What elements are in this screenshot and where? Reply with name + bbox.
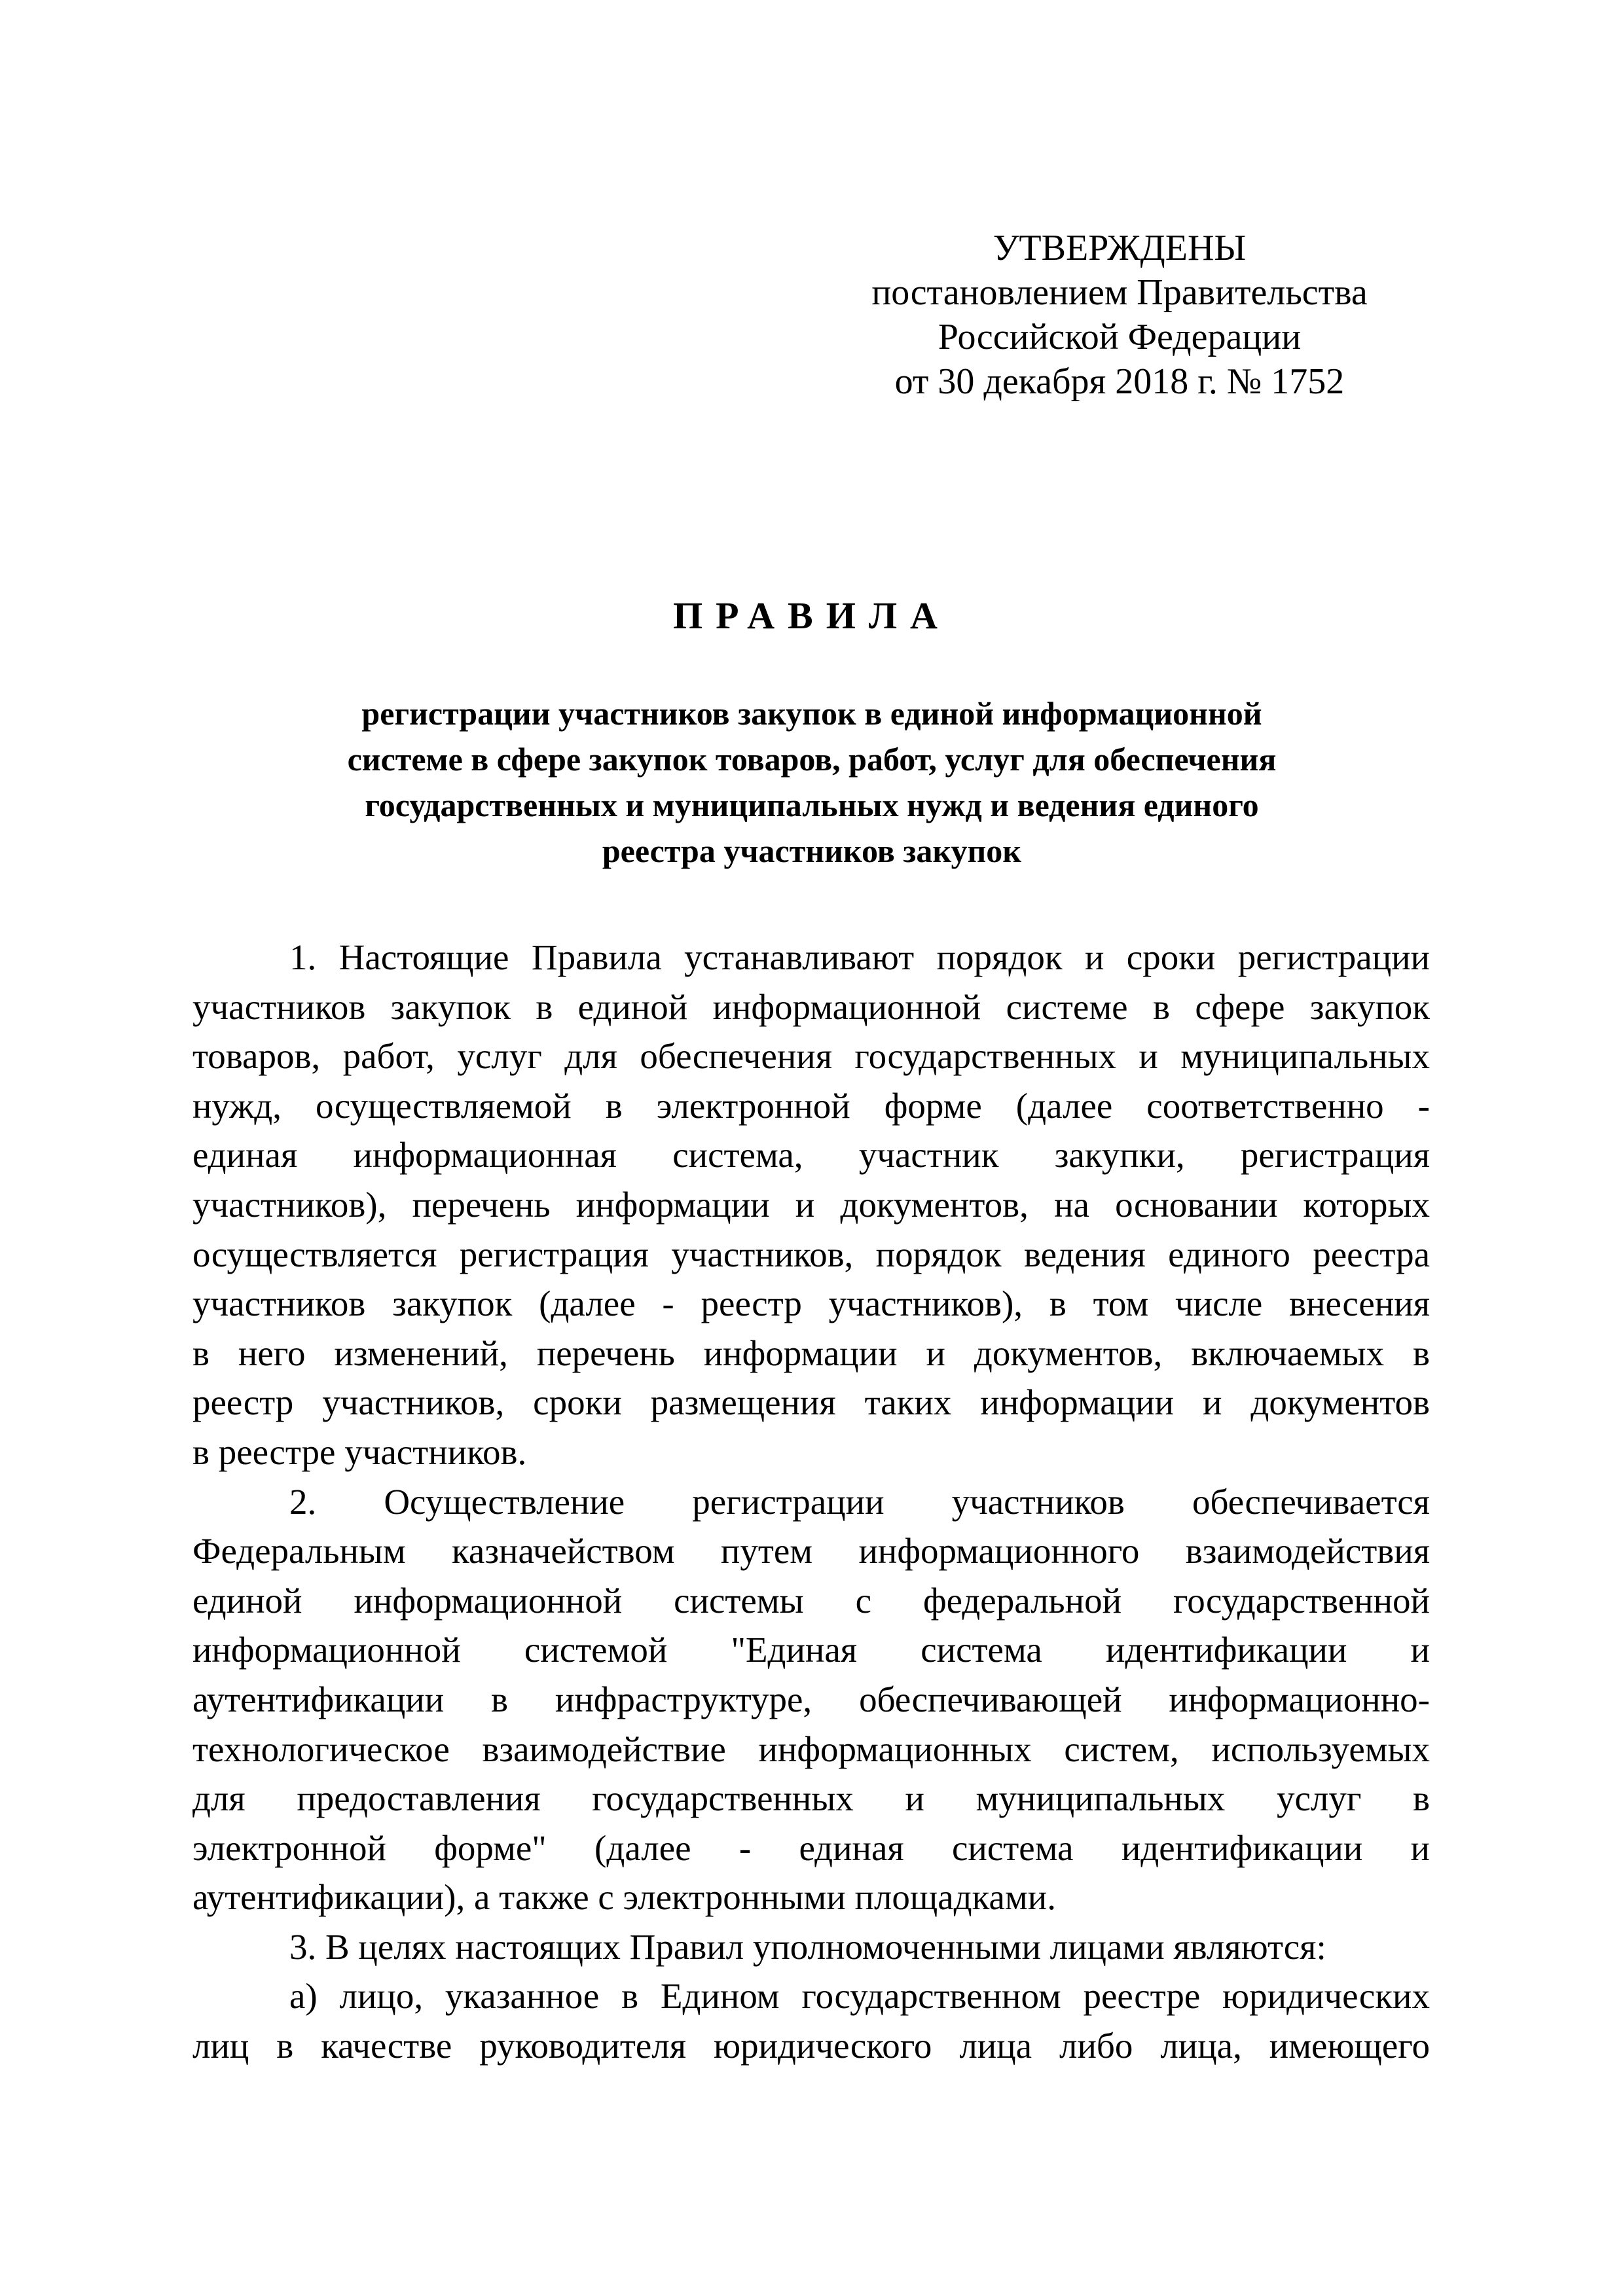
- approval-line: от 30 декабря 2018 г. № 1752: [894, 361, 1345, 402]
- paragraph-line: 2. Осуществление регистрации участников обеспечивается: [289, 1481, 1430, 1522]
- approval-line: постановлением Правительства: [871, 272, 1368, 313]
- paragraph-line: товаров, работ, услуг для обеспечения государственных и муниципальных: [192, 1036, 1430, 1077]
- paragraph-line: участников), перечень информации и документов, на основании которых: [192, 1184, 1430, 1225]
- document-title: ПРАВИЛА: [673, 594, 951, 637]
- paragraph-line: аутентификации), а также с электронными площадками.: [192, 1877, 1056, 1918]
- paragraph-line: в него изменений, перечень информации и документов, включаемых в: [192, 1333, 1430, 1373]
- paragraph-line: для предоставления государственных и муниципальных услуг в: [192, 1778, 1430, 1819]
- paragraph-line: 1. Настоящие Правила устанавливают порядок и сроки регистрации: [289, 937, 1430, 977]
- subtitle-line: реестра участников закупок: [602, 833, 1022, 869]
- approval-heading: УТВЕРЖДЕНЫ: [993, 228, 1247, 268]
- document-title-block: [196, 592, 1427, 874]
- subtitle-line: регистрации участников закупок в единой информационной: [361, 695, 1262, 732]
- document-subtitle: [196, 691, 1427, 874]
- paragraph-line: а) лицо, указанное в Едином государственном реестре юридических: [289, 1976, 1430, 2017]
- approval-line: Российской Федерации: [938, 317, 1302, 357]
- paragraph-line: участников закупок в единой информационной системе в сфере закупок: [192, 986, 1430, 1027]
- subtitle-line: государственных и муниципальных нужд и ведения единого: [365, 787, 1259, 823]
- subtitle-line: системе в сфере закупок товаров, работ, услуг для обеспечения: [347, 741, 1277, 778]
- paragraph-line: лиц в качестве руководителя юридического лица либо лица, имеющего: [192, 2026, 1430, 2066]
- paragraph-line: технологическое взаимодействие информационных систем, используемых: [192, 1729, 1430, 1769]
- paragraph-line: в реестре участников.: [192, 1431, 527, 1472]
- paragraph-line: участников закупок (далее - реестр участников), в том числе внесения: [192, 1283, 1430, 1324]
- paragraph-line: единая информационная система, участник закупки, регистрация: [192, 1135, 1430, 1175]
- document-body: [192, 933, 1430, 2071]
- paragraph-line: нужд, осуществляемой в электронной форме (далее соответственно -: [192, 1085, 1430, 1126]
- paragraph-line: электронной форме" (далее - единая система идентификации и: [192, 1827, 1430, 1868]
- paragraph-line: осуществляется регистрация участников, порядок ведения единого реестра: [192, 1234, 1430, 1274]
- paragraph-line: Федеральным казначейством путем информационного взаимодействия: [192, 1531, 1430, 1571]
- paragraph-line: 3. В целях настоящих Правил уполномоченными лицами являются:: [289, 1926, 1326, 1967]
- paragraph-line: информационной системой "Единая система идентификации и: [192, 1630, 1430, 1670]
- paragraph-line: аутентификации в инфраструктуре, обеспечивающей информационно-: [192, 1679, 1430, 1719]
- paragraph-line: реестр участников, сроки размещения таких информации и документов: [192, 1382, 1430, 1423]
- paragraph-line: единой информационной системы с федеральной государственной: [192, 1580, 1430, 1621]
- approval-stamp: [871, 226, 1368, 404]
